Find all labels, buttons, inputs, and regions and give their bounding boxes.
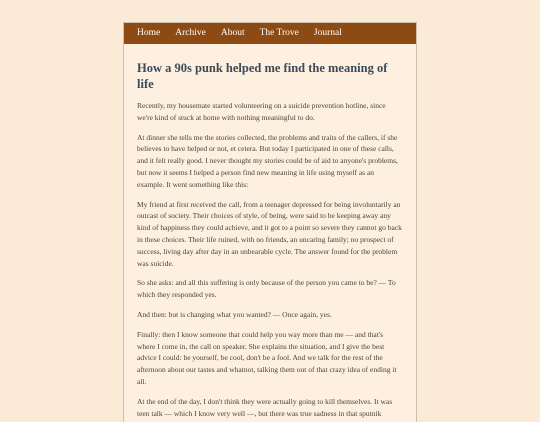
nav-link-archive[interactable]: Archive (175, 28, 206, 38)
article-paragraph: Recently, my housemate started volunteering on a suicide prevention hotline, since we're kind of stuck at home with nothing meaningful to do. (137, 101, 386, 122)
nav-link-journal[interactable]: Journal (313, 28, 342, 38)
nav-link-the-trove[interactable]: The Trove (259, 28, 299, 38)
nav-link-home[interactable]: Home (137, 28, 161, 38)
article (124, 60, 416, 419)
article-paragraph: My friend at first received the call, from a teenager depressed for being involuntarily an outcast of society. Their choices of style, of being, were said to be keeping away any kind of happiness they could achieve, and it got to a point so severe they cannot go back in these choices. Their life ruined, with no friends, an uncaring family; no prospect of success, living day after day in an unbearable cycle. The answer found for the problem was suicide. (137, 199, 402, 268)
article-paragraph: So she asks: and all this suffering is only because of the person you came to be? — To which they responded yes. (137, 278, 396, 300)
page-container (123, 22, 417, 422)
nav-link-about[interactable]: About (220, 28, 245, 38)
article-paragraph: Finally: then I know someone that could help you way more than me — and that's where I come in, the call on speaker. She explains the situation, and I give the best advice I could: be yourself, be cool, don't be a fool. And we talk for the rest of the afternoon about our tastes and whatnot, talking them out of that crazy idea of ending it all. (137, 329, 397, 386)
article-title: How a 90s punk helped me find the meaning of life (137, 61, 388, 91)
article-paragraph: At the end of the day, I don't think they were actually going to kill themselves. It was teen talk — which I know very well —, but there was true sadness in that sputnik (137, 396, 393, 418)
article-paragraph: At dinner she tells me the stories collected, the problems and traits of the callers, if she believes to have helped or not, et cetera. But today I participated in one of these calls, and it felt really good. I never thought my stories could be of aid to anyone's problems, but now it seems I helped a person find new meaning in life using myself as an example. It went something like this: (137, 132, 398, 189)
article-paragraph: And then: but is changing what you wanted? — Once again, yes. (137, 309, 332, 319)
top-nav (124, 23, 416, 44)
